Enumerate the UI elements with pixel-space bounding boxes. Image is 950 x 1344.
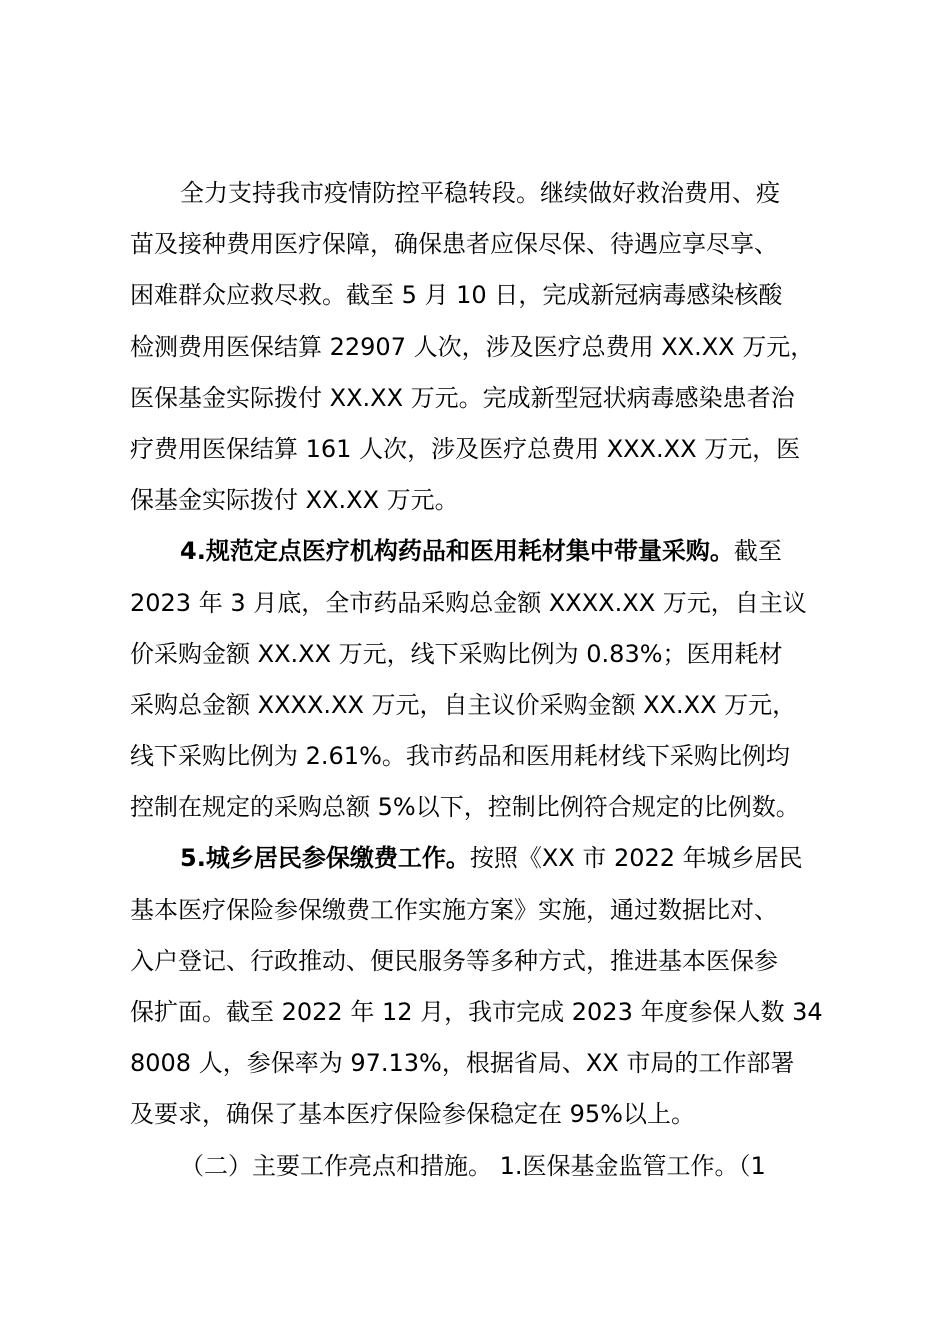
paragraph-line: 困难群众应救尽救。截至 5 月 10 日，完成新冠病毒感染核酸: [130, 281, 783, 310]
paragraph-line: 保基金实际拨付 XX.XX 万元。: [130, 486, 459, 515]
paragraph-line: 入户登记、行政推动、便民服务等多种方式，推进基本医保参: [130, 946, 778, 975]
paragraph-line: [130, 833, 832, 884]
paragraph-line: 检测费用医保结算 22907 人次，涉及医疗总费用 XX.XX 万元，: [130, 332, 815, 361]
paragraph-line: 医保基金实际拨付 XX.XX 万元。完成新型冠状病毒感染患者治: [130, 383, 795, 412]
paragraph-line: 疗费用医保结算 161 人次，涉及医疗总费用 XXX.XX 万元，医: [130, 434, 801, 463]
paragraph-line: （二）主要工作亮点和措施。 1.医保基金监管工作。（1: [180, 1151, 766, 1180]
paragraph-line: [130, 526, 832, 577]
section-heading: 4.规范定点医疗机构药品和医用耗材集中带量采购。: [180, 537, 734, 566]
document-body: [130, 168, 832, 1192]
paragraph-line: 线下采购比例为 2.61%。我市药品和医用耗材线下采购比例均: [130, 742, 790, 771]
paragraph-line: 基本医疗保险参保缴费工作实施方案》实施，通过数据比对、: [130, 895, 778, 924]
paragraph-line: 2023 年 3 月底，全市药品采购总金额 XXXX.XX 万元，自主议: [130, 588, 807, 617]
paragraph-line: 保扩面。截至 2022 年 12 月，我市完成 2023 年度参保人数 34: [130, 998, 823, 1026]
paragraph-line: 8008 人，参保率为 97.13%，根据省局、XX 市局的工作部署: [130, 1049, 795, 1078]
paragraph-text: 按照《XX 市 2022 年城乡居民: [469, 844, 803, 873]
paragraph-text: 截至: [733, 537, 782, 566]
section-heading: 5.城乡居民参保缴费工作。: [180, 844, 470, 873]
paragraph-line: 全力支持我市疫情防控平稳转段。继续做好救治费用、疫: [180, 179, 780, 207]
paragraph-line: 控制在规定的采购总额 5%以下，控制比例符合规定的比例数。: [130, 793, 800, 822]
paragraph-line: 及要求，确保了基本医疗保险参保稳定在 95%以上。: [130, 1100, 695, 1129]
paragraph-line: 采购总金额 XXXX.XX 万元，自主议价采购金额 XX.XX 万元，: [130, 690, 797, 719]
paragraph-line: 价采购金额 XX.XX 万元，线下采购比例为 0.83%；医用耗材: [130, 639, 783, 668]
paragraph-line: 苗及接种费用医疗保障，确保患者应保尽保、待遇应享尽享、: [130, 230, 778, 259]
